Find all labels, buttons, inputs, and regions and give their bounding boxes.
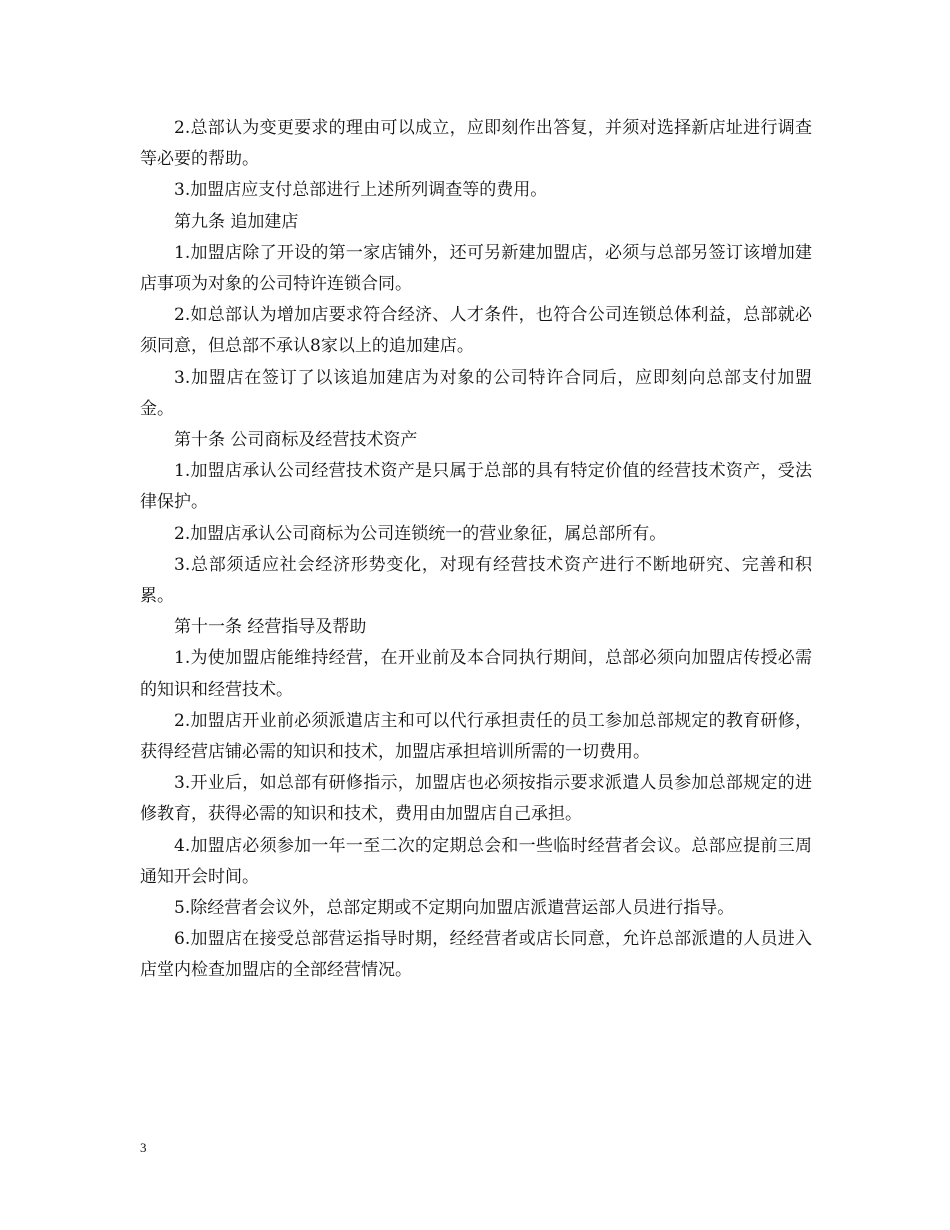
- paragraph: 6.加盟店在接受总部营运指导时期，经经营者或店长同意，允许总部派遣的人员进入店堂内检查加盟店的全部经营情况。: [140, 929, 812, 981]
- paragraph: 2.加盟店开业前必须派遣店主和可以代行承担责任的员工参加总部规定的教育研修，获得经营店铺必需的知识和技术，加盟店承担培训所需的一切费用。: [140, 710, 812, 763]
- paragraph: 1.加盟店除了开设的第一家店铺外，还可另新建加盟店，必须与总部另签订该增加建店事项为对象的公司特许连锁合同。: [140, 242, 812, 295]
- paragraph: 3.开业后，如总部有研修指示，加盟店也必须按指示要求派遣人员参加总部规定的进修教育，获得必需的知识和技术，费用由加盟店自己承担。: [140, 773, 812, 825]
- paragraph: 1.加盟店承认公司经营技术资产是只属于总部的具有特定价值的经营技术资产，受法律保护。: [140, 461, 812, 513]
- paragraph: 3.加盟店应支付总部进行上述所列调查等的费用。: [174, 180, 548, 201]
- page-number: 3: [140, 1140, 147, 1155]
- paragraph: 5.除经营者会议外，总部定期或不定期向加盟店派遣营运部人员进行指导。: [174, 898, 735, 919]
- article-heading: 第九条 追加建店: [174, 211, 299, 232]
- paragraph: 3.总部须适应社会经济形势变化，对现有经营技术资产进行不断地研究、完善和积累。: [140, 554, 812, 607]
- paragraph: 4.加盟店必须参加一年一至二次的定期总会和一些临时经营者会议。总部应提前三周通知开会时间。: [140, 835, 812, 887]
- paragraph: 2.如总部认为增加店要求符合经济、人才条件，也符合公司连锁总体利益，总部就必须同意，但总部不承认8家以上的追加建店。: [140, 305, 812, 357]
- article-heading: 第十条 公司商标及经营技术资产: [174, 430, 418, 451]
- paragraph: 1.为使加盟店能维持经营，在开业前及本合同执行期间，总部必须向加盟店传授必需的知识和经营技术。: [140, 648, 812, 700]
- paragraph: 3.加盟店在签订了以该追加建店为对象的公司特许合同后，应即刻向总部支付加盟金。: [140, 367, 812, 419]
- paragraph: 2.加盟店承认公司商标为公司连锁统一的营业象征，属总部所有。: [174, 523, 667, 544]
- paragraph: 2.总部认为变更要求的理由可以成立，应即刻作出答复，并须对选择新店址进行调查等必要的帮助。: [140, 118, 812, 170]
- document-body: [140, 113, 812, 987]
- article-heading: 第十一条 经营指导及帮助: [174, 617, 367, 638]
